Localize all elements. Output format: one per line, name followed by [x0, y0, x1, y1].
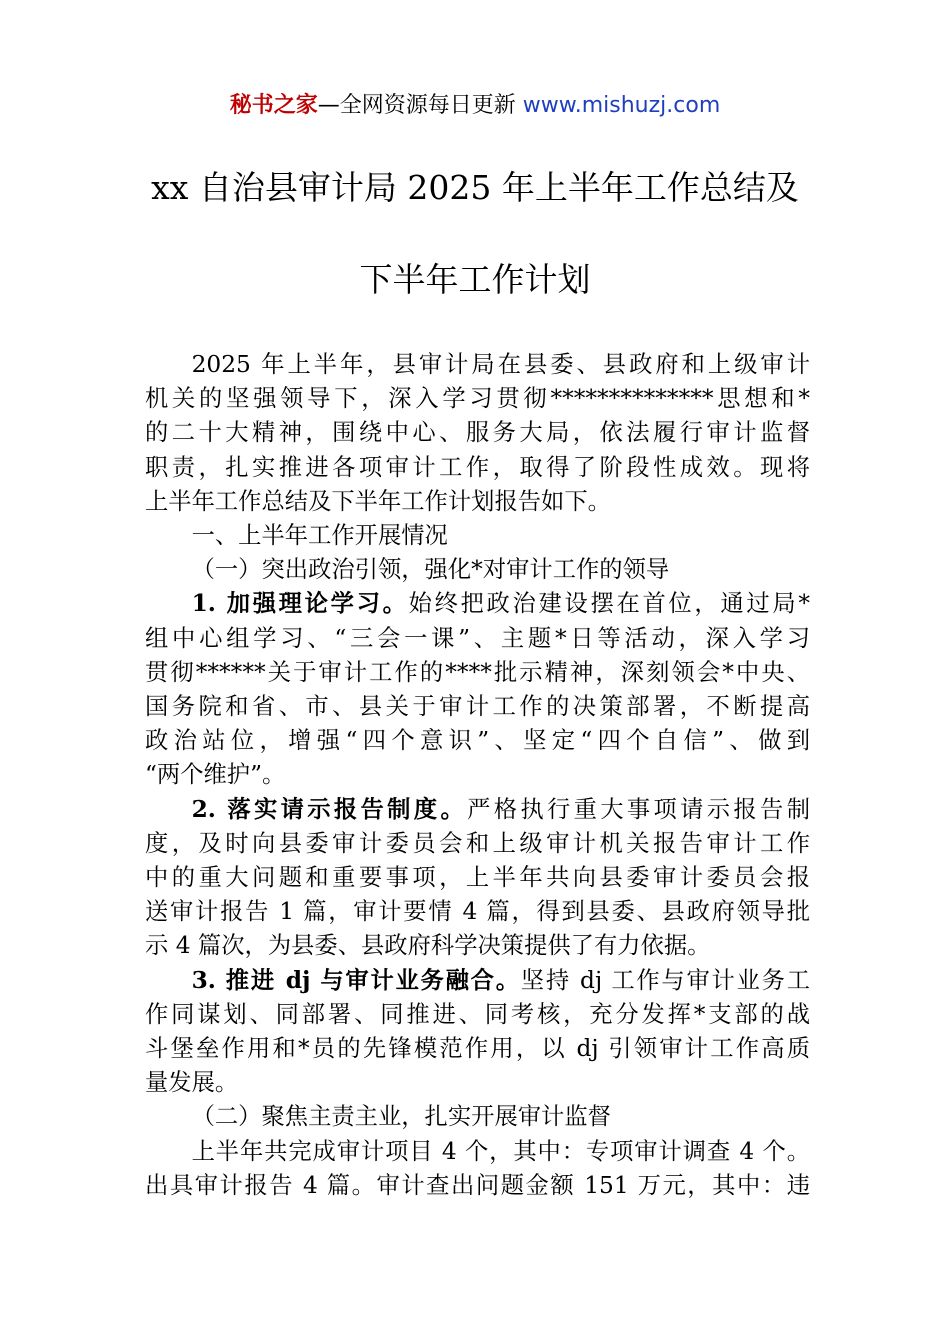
- item-3-heading: 3. 推进 dj 与审计业务融合。: [191, 966, 521, 994]
- item-2-line: 度，及时向县委审计委员会和上级审计机关报告审计工作: [145, 829, 810, 857]
- site-url-link[interactable]: www.mishuzj.com: [522, 93, 721, 118]
- document-body: [145, 348, 810, 1203]
- header-dash: —: [317, 93, 340, 118]
- item-2-line: 示 4 篇次，为县委、县政府科学决策提供了有力依据。: [145, 932, 711, 960]
- item-3-first-line: 3. 推进 dj 与审计业务融合。坚持 dj 工作与审计业务工: [191, 966, 810, 994]
- item-1-first-line: 1. 加强理论学习。始终把政治建设摆在首位，通过局*: [191, 590, 810, 618]
- document-title-line-1: xx 自治县审计局 2025 年上半年工作总结及: [151, 168, 799, 207]
- item-2-heading: 2. 落实请示报告制度。: [191, 795, 468, 823]
- section-heading-1: 一、上半年工作开展情况: [191, 522, 448, 550]
- header-tagline: 全网资源每日更新: [339, 93, 516, 118]
- item-2-line: 送审计报告 1 篇，审计要情 4 篇，得到县委、县政府领导批: [145, 898, 810, 926]
- summary-line: 上半年共完成审计项目 4 个，其中：专项审计调查 4 个。: [191, 1137, 810, 1165]
- summary-line: 出具审计报告 4 篇。审计查出问题金额 151 万元，其中：违: [145, 1171, 810, 1199]
- item-2-line: 中的重大问题和重要事项，上半年共向县委审计委员会报: [145, 864, 810, 892]
- item-1-heading: 1. 加强理论学习。: [191, 590, 409, 618]
- document-title-line-2: 下半年工作计划: [359, 260, 591, 299]
- site-header: [0, 88, 950, 119]
- item-1-line: 国务院和省、市、县关于审计工作的决策部署，不断提高: [145, 693, 810, 721]
- intro-line: 的二十大精神，围绕中心、服务大局，依法履行审计监督: [145, 419, 810, 447]
- item-3-line: 作同谋划、同部署、同推进、同考核，充分发挥*支部的战: [145, 1000, 810, 1028]
- item-1-line: “两个维护”。: [145, 761, 286, 789]
- item-3-line: 量发展。: [145, 1069, 239, 1097]
- intro-line: 上半年工作总结及下半年工作计划报告如下。: [145, 487, 611, 515]
- item-1-line: 组中心组学习、“三会一课”、主题*日等活动，深入学习: [145, 624, 810, 652]
- intro-line: 2025 年上半年，县审计局在县委、县政府和上级审计: [191, 351, 810, 378]
- item-3-line: 斗堡垒作用和*员的先锋模范作用，以 dj 引领审计工作高质: [145, 1035, 810, 1063]
- intro-line: 职责，扎实推进各项审计工作，取得了阶段性成效。现将: [145, 453, 810, 481]
- subsection-heading-2: （二）聚焦主责主业，扎实开展审计监督: [191, 1103, 611, 1131]
- item-1-line: 政治站位，增强“四个意识”、坚定“四个自信”、做到: [145, 727, 810, 755]
- item-1-line: 贯彻******关于审计工作的****批示精神，深刻领会*中央、: [145, 658, 810, 686]
- intro-line: 机关的坚强领导下，深入学习贯彻**************思想和*: [145, 385, 810, 413]
- subsection-heading-1: （一）突出政治引领，强化*对审计工作的领导: [191, 556, 670, 584]
- brand-name: 秘书之家: [229, 93, 318, 118]
- item-2-first-line: 2. 落实请示报告制度。严格执行重大事项请示报告制: [191, 795, 810, 823]
